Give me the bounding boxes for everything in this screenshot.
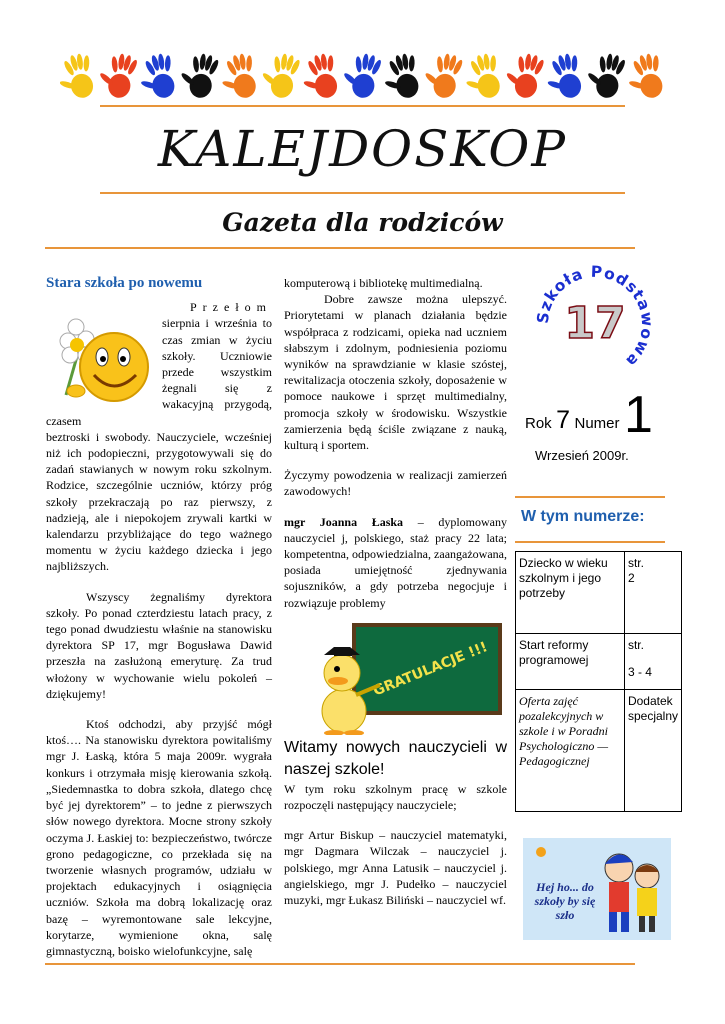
- hand-print-icon: [216, 52, 261, 100]
- hand-print-icon: [258, 52, 303, 100]
- hand-print-icon: [297, 52, 342, 100]
- smiley-image: [46, 313, 156, 409]
- hand-print-icon: [176, 52, 221, 100]
- toc-rule-top: [515, 496, 665, 498]
- hand-prints-banner: [60, 52, 670, 100]
- wishes-paragraph: Życzymy powodzenia w realizacji zamierzeń zawodowych!: [284, 468, 507, 499]
- table-of-contents: [515, 551, 682, 812]
- toc-page-number: 3 - 4: [627, 665, 652, 679]
- toc-page-label: str.: [627, 556, 644, 570]
- toc-page-label: str.: [627, 638, 644, 652]
- hand-print-icon: [95, 52, 140, 100]
- article-lead-word: Przełom: [190, 300, 272, 315]
- hand-print-icon: [583, 52, 628, 100]
- article-paragraph-1-wrap: sierpnia i września to czas zmian w życiu szkoły. Uczniowie przede wszystkim żegnali się z wakacyjną przygodą, czasem: [46, 316, 272, 428]
- toc-row-title: Start reformy programowej: [516, 634, 625, 690]
- hand-print-icon: [623, 52, 668, 100]
- toc-row[interactable]: [516, 634, 682, 690]
- toc-row-page: [624, 634, 681, 690]
- hand-print-icon: [339, 52, 384, 100]
- issue-number-value: 1: [623, 386, 653, 444]
- hand-print-icon: [60, 52, 98, 100]
- toc-row-page: [624, 552, 681, 634]
- article-paragraph-1-rest: beztroski i swobody. Nauczyciele, wcześniej niż ich podopieczni, przygotowywali się do zadań stawianych w nowym roku szkolnym. Rodzice, szczególnie uczniów, którzy próg szkoły przekraczają po raz pierwszy, z nadzieją, ale i niepokojem zrywali kartki w kalendarzu przybliżające do tego ważnego momentu w życiu każdego dziecka i jego najbliższych.: [46, 429, 272, 574]
- kids-going-to-school-image: [523, 838, 671, 940]
- welcome-paragraph-1: W tym roku szkolnym pracę w szkole rozpoczęli następujący nauczyciele;: [284, 781, 507, 813]
- smiley-face-icon: [80, 333, 148, 401]
- toc-rule-bottom: [515, 541, 665, 543]
- school-logo-number: 17: [564, 298, 626, 349]
- article-paragraph-2: Wszyscy żegnaliśmy dyrektora szkoły. Po ponad czterdziestu latach pracy, z tego ponad dwudziestu właśnie na stanowisku dyrektora SP 17, mgr Bogusława Dawid przeszła na zasłużoną emeryturę. Za trud włożony w wychowanie wielu pokoleń – dziękujemy!: [46, 589, 272, 701]
- toc-page-number: 2: [627, 571, 635, 585]
- director-bio: [284, 514, 507, 611]
- director-name: mgr Joanna Łaska: [284, 514, 404, 529]
- welcome-paragraph-2: mgr Artur Biskup – nauczyciel matematyki, mgr Dagmara Wilczak – nauczyciel j. polskiego, mgr Anna Latusik – nauczyciel j. angielskiego, mgr J. Pudełko – nauczyciel muzyki, mgr Łukasz Biliński – nauczyciel wf.: [284, 828, 507, 908]
- toc-row[interactable]: [516, 552, 682, 634]
- toc-row[interactable]: [516, 690, 682, 812]
- header-rule-middle: [100, 192, 625, 194]
- issue-number-label: Numer: [574, 415, 620, 432]
- toc-row-page: Dodatek specjalny: [624, 690, 681, 812]
- board-text: GRATULACJE !!!: [371, 638, 490, 700]
- hand-print-icon: [460, 52, 505, 100]
- issue-year-label: Rok: [525, 415, 552, 432]
- issue-year-value: 7: [556, 406, 571, 434]
- header-rule-bottom: [45, 247, 635, 249]
- director-bio-text: – dyplomowany nauczyciel j, polskiego, staż pracy 22 lata; kompetentna, odpowiedzialna, zaangażowana, posiada umiejętność zjednywania sojuszników, a gdy potrzeba negocjuje i rozwiązuje problemy: [284, 514, 507, 610]
- hand-print-icon: [502, 52, 547, 100]
- subtitle: Gazeta dla rodziców: [222, 208, 503, 237]
- article-school-column: [46, 275, 272, 959]
- issue-date: Wrzesień 2009r.: [535, 448, 629, 463]
- toc-row-title: Dziecko w wieku szkolnym i jego potrzeby: [516, 552, 625, 634]
- hand-print-icon: [420, 52, 465, 100]
- hand-print-icon: [541, 52, 586, 100]
- welcome-heading: Witamy nowych nauczycieli w naszej szkole!: [284, 738, 507, 778]
- graduation-image: [284, 615, 507, 737]
- footer-rule: [45, 963, 635, 965]
- toc-title: W tym numerze:: [521, 508, 645, 525]
- header-rule-top: [100, 105, 625, 107]
- school-logo: [530, 258, 660, 378]
- school-logo-text: Szkoła Podstawowa: [533, 262, 657, 371]
- issue-info: [525, 386, 665, 463]
- article-paragraph-3: Ktoś odchodzi, aby przyjść mógł ktoś…. Na stanowisku dyrektora powitaliśmy mgr J. Łaską, która 5 maja 2009r. wygrała konkurs i otrzymała misję kierowania szkołą. „Siedemnastka to dobra szkoła, dlatego chcę być jej dyrektorem” – to jedne z pierwszych słów nowego dyrektora. Mocne strony szkoły oczyma J. Łaskiej to: bezpieczeństwo, twórcze grono pedagogiczne, co przekłada się na tworzenie własnych programów, udziału w projektach edukacyjnych i osiągnięcia uczniów. Szkoła ma dobrą lokalizację oraz bazę – wyremontowane sale lekcyjne, korytarze, wymienione okna, salę gimnastyczną, boisko wielofunkcyjne, salę: [46, 717, 272, 958]
- kids-image-caption: Hej ho... do szkoły by się szło: [534, 880, 596, 922]
- continued-paragraph-1: komputerową i bibliotekę multimedialną.: [284, 276, 483, 290]
- hand-print-icon: [135, 52, 180, 100]
- article-continuation-column: [284, 275, 507, 908]
- toc-row-title: Oferta zajęć pozalekcyjnych w szkole i w Poradni Psychologiczno — Pedagogicznej: [516, 690, 625, 812]
- continued-paragraph-2: Dobre zawsze można ulepszyć. Priorytetami w planach działania będzie współpraca z rodzicami, opieka nad uczniem słabszym i zdolnym, podniesienia poziomu wyników na sprawdzianie w klasie szóstej, rewitalizacja otoczenia szkoły, doposażenie w pomoce naukowe i sprzęt multimedialny, promocja szkoły w środowisku. Wszystkie zamierzenia będą ściśle związane z nauką, kulturą i sportem.: [284, 292, 507, 453]
- hand-print-icon: [379, 52, 424, 100]
- butterfly-icon: [536, 847, 546, 857]
- article-title: Stara szkoła po nowemu: [46, 275, 203, 291]
- masthead: KALEJDOSKOP: [157, 120, 568, 178]
